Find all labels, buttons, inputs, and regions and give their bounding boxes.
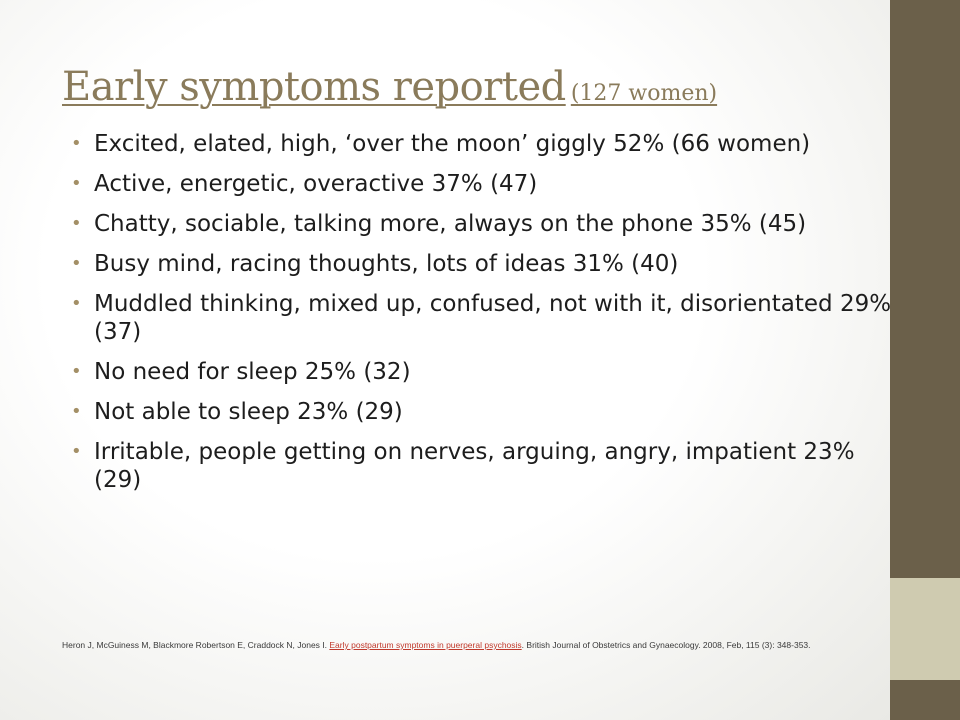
bullet-dot-icon: •: [71, 441, 82, 462]
bullet-text: No need for sleep 25% (32): [94, 359, 411, 385]
bullet-text: Chatty, sociable, talking more, always on the phone 35% (45): [94, 211, 807, 237]
bullet-text: Active, energetic, overactive 37% (47): [94, 171, 538, 197]
citation-article-link[interactable]: Early postpartum symptoms in puerperal psychosis: [329, 640, 522, 650]
citation: [62, 640, 888, 651]
citation-authors: Heron J, McGuiness M, Blackmore Robertson E, Craddock N, Jones I.: [62, 640, 328, 650]
bullet-dot-icon: •: [71, 253, 82, 274]
bullet-item: [62, 398, 892, 426]
sidebar-dark-bottom: [890, 680, 960, 720]
bullet-item: [62, 130, 892, 158]
slide-title: [62, 64, 882, 110]
bullet-text: Busy mind, racing thoughts, lots of ideas 31% (40): [94, 251, 679, 277]
bullet-list: [62, 130, 892, 506]
bullet-text: Not able to sleep 23% (29): [94, 399, 403, 425]
sidebar-dark-top: [890, 0, 960, 578]
bullet-item: [62, 170, 892, 198]
bullet-item: [62, 210, 892, 238]
bullet-text: Excited, elated, high, ‘over the moon’ giggly 52% (66 women): [94, 131, 811, 157]
bullet-item: [62, 358, 892, 386]
bullet-dot-icon: •: [71, 213, 82, 234]
bullet-dot-icon: •: [71, 293, 82, 314]
bullet-item: [62, 438, 892, 494]
bullet-dot-icon: •: [71, 173, 82, 194]
bullet-dot-icon: •: [71, 401, 82, 422]
sidebar-light-band: [890, 578, 960, 680]
slide-title-main: Early symptoms reported: [62, 64, 566, 110]
bullet-text: Muddled thinking, mixed up, confused, not with it, disorientated 29% (37): [94, 291, 892, 345]
bullet-dot-icon: •: [71, 133, 82, 154]
slide-title-suffix: (127 women): [570, 81, 718, 106]
bullet-text: Irritable, people getting on nerves, arguing, angry, impatient 23% (29): [94, 439, 855, 493]
bullet-item: [62, 290, 892, 346]
citation-journal: . British Journal of Obstetrics and Gynaecology. 2008, Feb, 115 (3): 348-353.: [521, 640, 811, 650]
bullet-dot-icon: •: [71, 361, 82, 382]
bullet-item: [62, 250, 892, 278]
